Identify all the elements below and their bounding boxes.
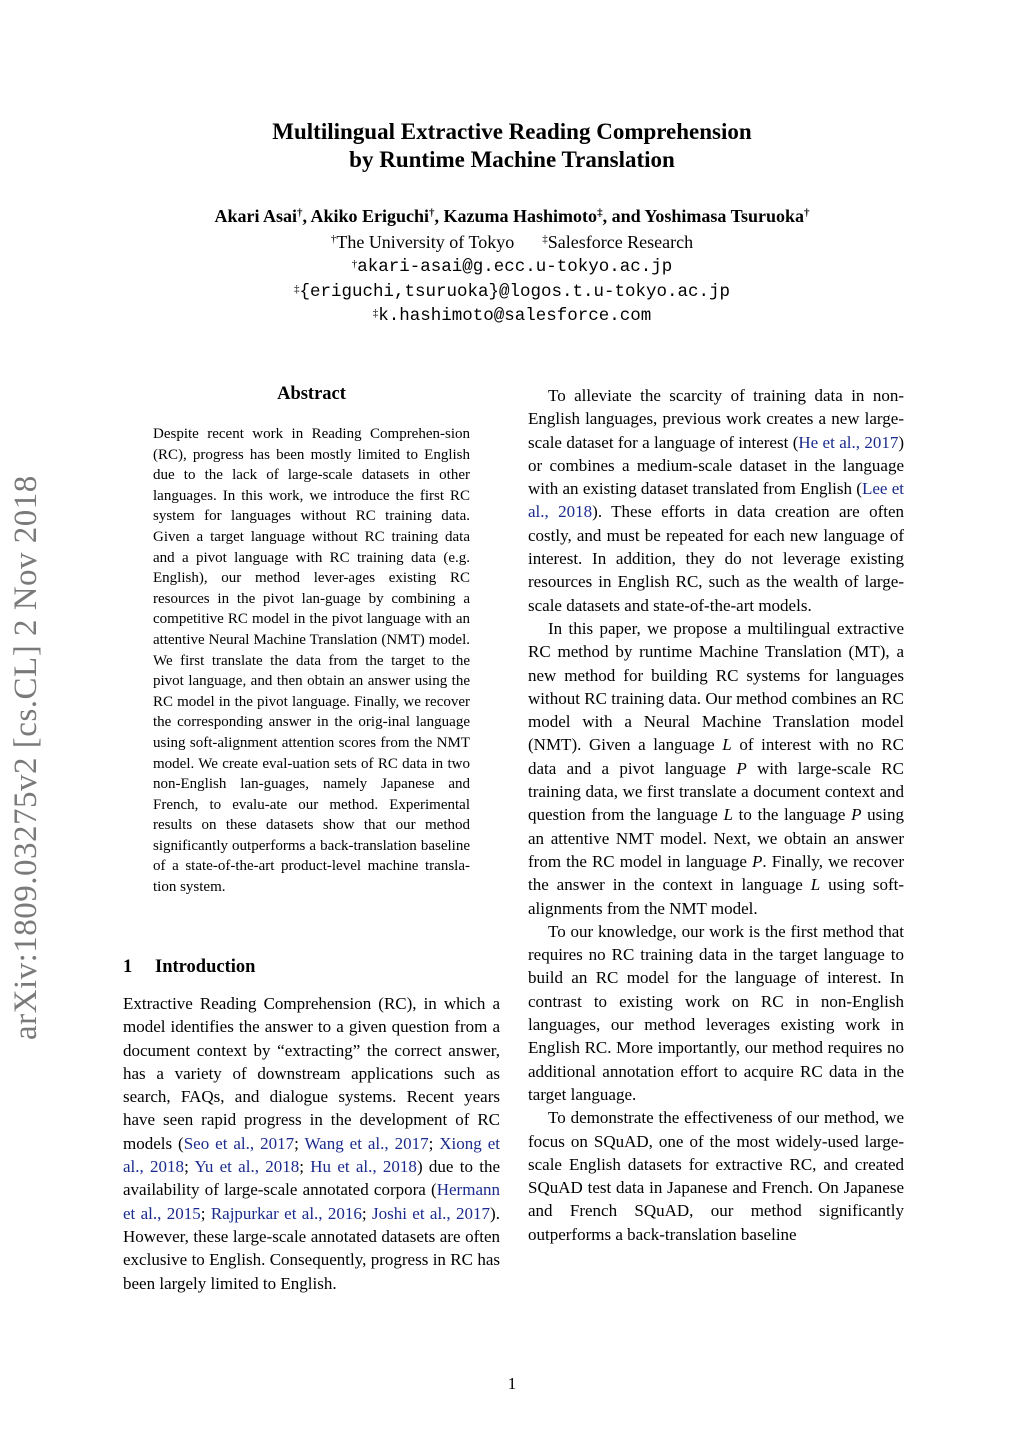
text-run: with large-scale RC training data, we first translate a document context and question from the language [528, 758, 904, 825]
affiliation-2-mark: ‡ [542, 233, 548, 245]
text-run: of interest with no RC data and a pivot language [528, 735, 904, 778]
author-4-mark: † [804, 207, 810, 219]
text-run: ; [200, 1203, 211, 1223]
page-number: 1 [507, 1374, 517, 1393]
citation-link[interactable]: Wang et al., 2017 [304, 1133, 429, 1153]
text-run: ) or combines a medium-scale dataset in the language with an existing dataset translated from English ( [528, 432, 905, 499]
email-3-mark: ‡ [372, 307, 379, 319]
author-2: Akiko Eriguchi [310, 206, 430, 226]
citation-link[interactable]: Seo et al., 2017 [183, 1133, 295, 1153]
abstract-heading: Abstract [277, 384, 346, 404]
email-2-mark: ‡ [293, 283, 300, 295]
text-run: ) due to the availability of large-scale annotated corpora ( [123, 1157, 500, 1200]
email-1: akari-asai@g.ecc.u-tokyo.ac.jp [357, 257, 673, 277]
affiliation-1: The University of Tokyo [336, 232, 515, 252]
text-run: ; [184, 1157, 195, 1177]
email-3: k.hashimoto@salesforce.com [378, 306, 652, 326]
text-run: using soft-alignments from the NMT model. [528, 875, 904, 918]
section-number: 1 [123, 957, 133, 977]
text-run: . Finally, we recover the answer in the context in language [528, 851, 904, 895]
intro-paragraph-1 [123, 992, 500, 1295]
arxiv-stamp: arXiv:1809.03275v2 [cs.CL] 2 Nov 2018 [8, 475, 44, 1040]
math-variable: P [851, 805, 862, 825]
introduction-left-column [123, 992, 500, 1295]
section-heading-introduction [123, 955, 255, 979]
email-1-line [0, 255, 1024, 279]
text-run: ; [294, 1133, 305, 1153]
abstract-text: Despite recent work in Reading Comprehen-sion (RC), progress has been mostly limited to English due to the lack of large-scale datasets in other languages. In this work, we introduce the first RC system for languages without RC training data. Given a target language without RC training data and a pivot language with RC training data (e.g. English), our method lever-ages existing RC resources in the pivot lan-guage by combining a competitive RC model in the pivot language with an attentive Neural Machine Translation (NMT) model. We first translate the data from the target to the pivot language, and then obtain an answer using the RC model in the pivot language. Finally, we recover the corresponding answer in the orig-inal language using soft-alignment attention scores from the NMT model. We create eval-uation sets of RC data in two non-English lan-guages, namely Japanese and French, to evalu-ate our method. Experimental results on these datasets show that our method significantly outperforms a back-translation baseline of a state-of-the-art product-level machine transla-tion system. [153, 426, 470, 896]
abstract-body [153, 424, 470, 898]
math-variable: L [722, 735, 732, 755]
citation-link[interactable]: Joshi et al., 2017 [371, 1203, 491, 1223]
author-3: Kazuma Hashimoto [443, 206, 598, 226]
email-2-line [0, 280, 1024, 304]
text-run: using an attentive NMT model. Next, we obtain an answer from the RC model in language [528, 805, 905, 871]
intro-paragraph-3 [528, 617, 904, 920]
text-run: ). However, these large-scale annotated datasets are often exclusive to English. Consequently, progress in RC has been largely limited to English. [123, 1203, 500, 1293]
intro-paragraph-4: To our knowledge, our work is the first method that requires no RC training data in the target language to build an RC model for the language of interest. In contrast to existing work on RC in non-English languages, our method leverages existing work in English RC. More importantly, our method requires no additional annotation effort to acquire RC data in the target language. [528, 921, 904, 1104]
author-2-mark: † [429, 207, 435, 219]
author-list: Akari Asai†, Akiko Eriguchi†, Kazuma Hashimoto‡, and Yoshimasa Tsuruoka† [214, 206, 810, 226]
math-variable: P [752, 851, 763, 871]
math-variable: L [723, 805, 733, 825]
text-run: ; [299, 1157, 311, 1177]
citation-link[interactable]: Yu et al., 2018 [194, 1157, 300, 1177]
title-line-2: by Runtime Machine Translation [349, 147, 675, 172]
email-3-line [0, 304, 1024, 328]
citation-link[interactable]: He et al., 2017 [798, 432, 899, 452]
author-3-mark: ‡ [597, 207, 603, 219]
email-2: {eriguchi,tsuruoka}@logos.t.u-tokyo.ac.jp [299, 282, 731, 302]
text-run: to the language [733, 805, 852, 825]
math-variable: L [810, 875, 821, 895]
intro-paragraph-2 [528, 384, 904, 617]
citation-link[interactable]: Lee et al., 2018 [528, 479, 904, 522]
introduction-right-column [528, 384, 904, 1246]
citation-link[interactable]: Xiong et al., 2018 [123, 1133, 500, 1177]
author-1: Akari Asai [214, 206, 297, 226]
text-run: ). These efforts in data creation are often costly, and must be repeated for each new language of interest. In addition, they do not leverage existing resources in English RC, such as the wealth of large-scale datasets and state-of-the-art models. [528, 502, 904, 615]
text-run: To alleviate the scarcity of training data in non-English languages, previous work creates a new large-scale dataset for a language of interest ( [528, 386, 904, 452]
citation-link[interactable]: Rajpurkar et al., 2016 [210, 1203, 362, 1223]
author-4: and Yoshimasa Tsuruoka [611, 206, 804, 226]
affiliations [0, 230, 1024, 254]
citation-link[interactable]: Hermann et al., 2015 [123, 1180, 500, 1223]
title-line-1: Multilingual Extractive Reading Comprehension [272, 119, 752, 144]
text-run: In this paper, we propose a multilingual extractive RC method by runtime Machine Translation (MT), a new method for building RC systems for languages without RC training data. Our method combines an RC model with a Neural Machine Translation model (NMT). Given a language [528, 618, 904, 755]
citation-link[interactable]: Hu et al., 2018 [310, 1157, 417, 1177]
section-title: Introduction [155, 957, 256, 977]
affiliation-2: Salesforce Research [547, 232, 694, 252]
text-run: ; [361, 1203, 372, 1223]
intro-paragraph-5: To demonstrate the effectiveness of our method, we focus on SQuAD, one of the most widely-used large-scale English datasets for extractive RC, and created SQuAD test data in Japanese and French. On Japanese and French SQuAD, our method significantly outperforms a back-translation baseline [528, 1108, 904, 1244]
math-variable: P [736, 758, 747, 778]
email-1-mark: † [351, 258, 358, 270]
text-run: Extractive Reading Comprehension (RC), in which a model identifies the answer to a given question from a document context by “extracting” the correct answer, has a variety of downstream applications such as search, FAQs, and dialogue systems. Recent years have seen rapid progress in the development of RC models ( [123, 994, 500, 1153]
affiliation-1-mark: † [330, 233, 337, 245]
paper-title [0, 118, 1024, 174]
text-run: ; [428, 1133, 440, 1153]
author-1-mark: † [297, 207, 303, 219]
